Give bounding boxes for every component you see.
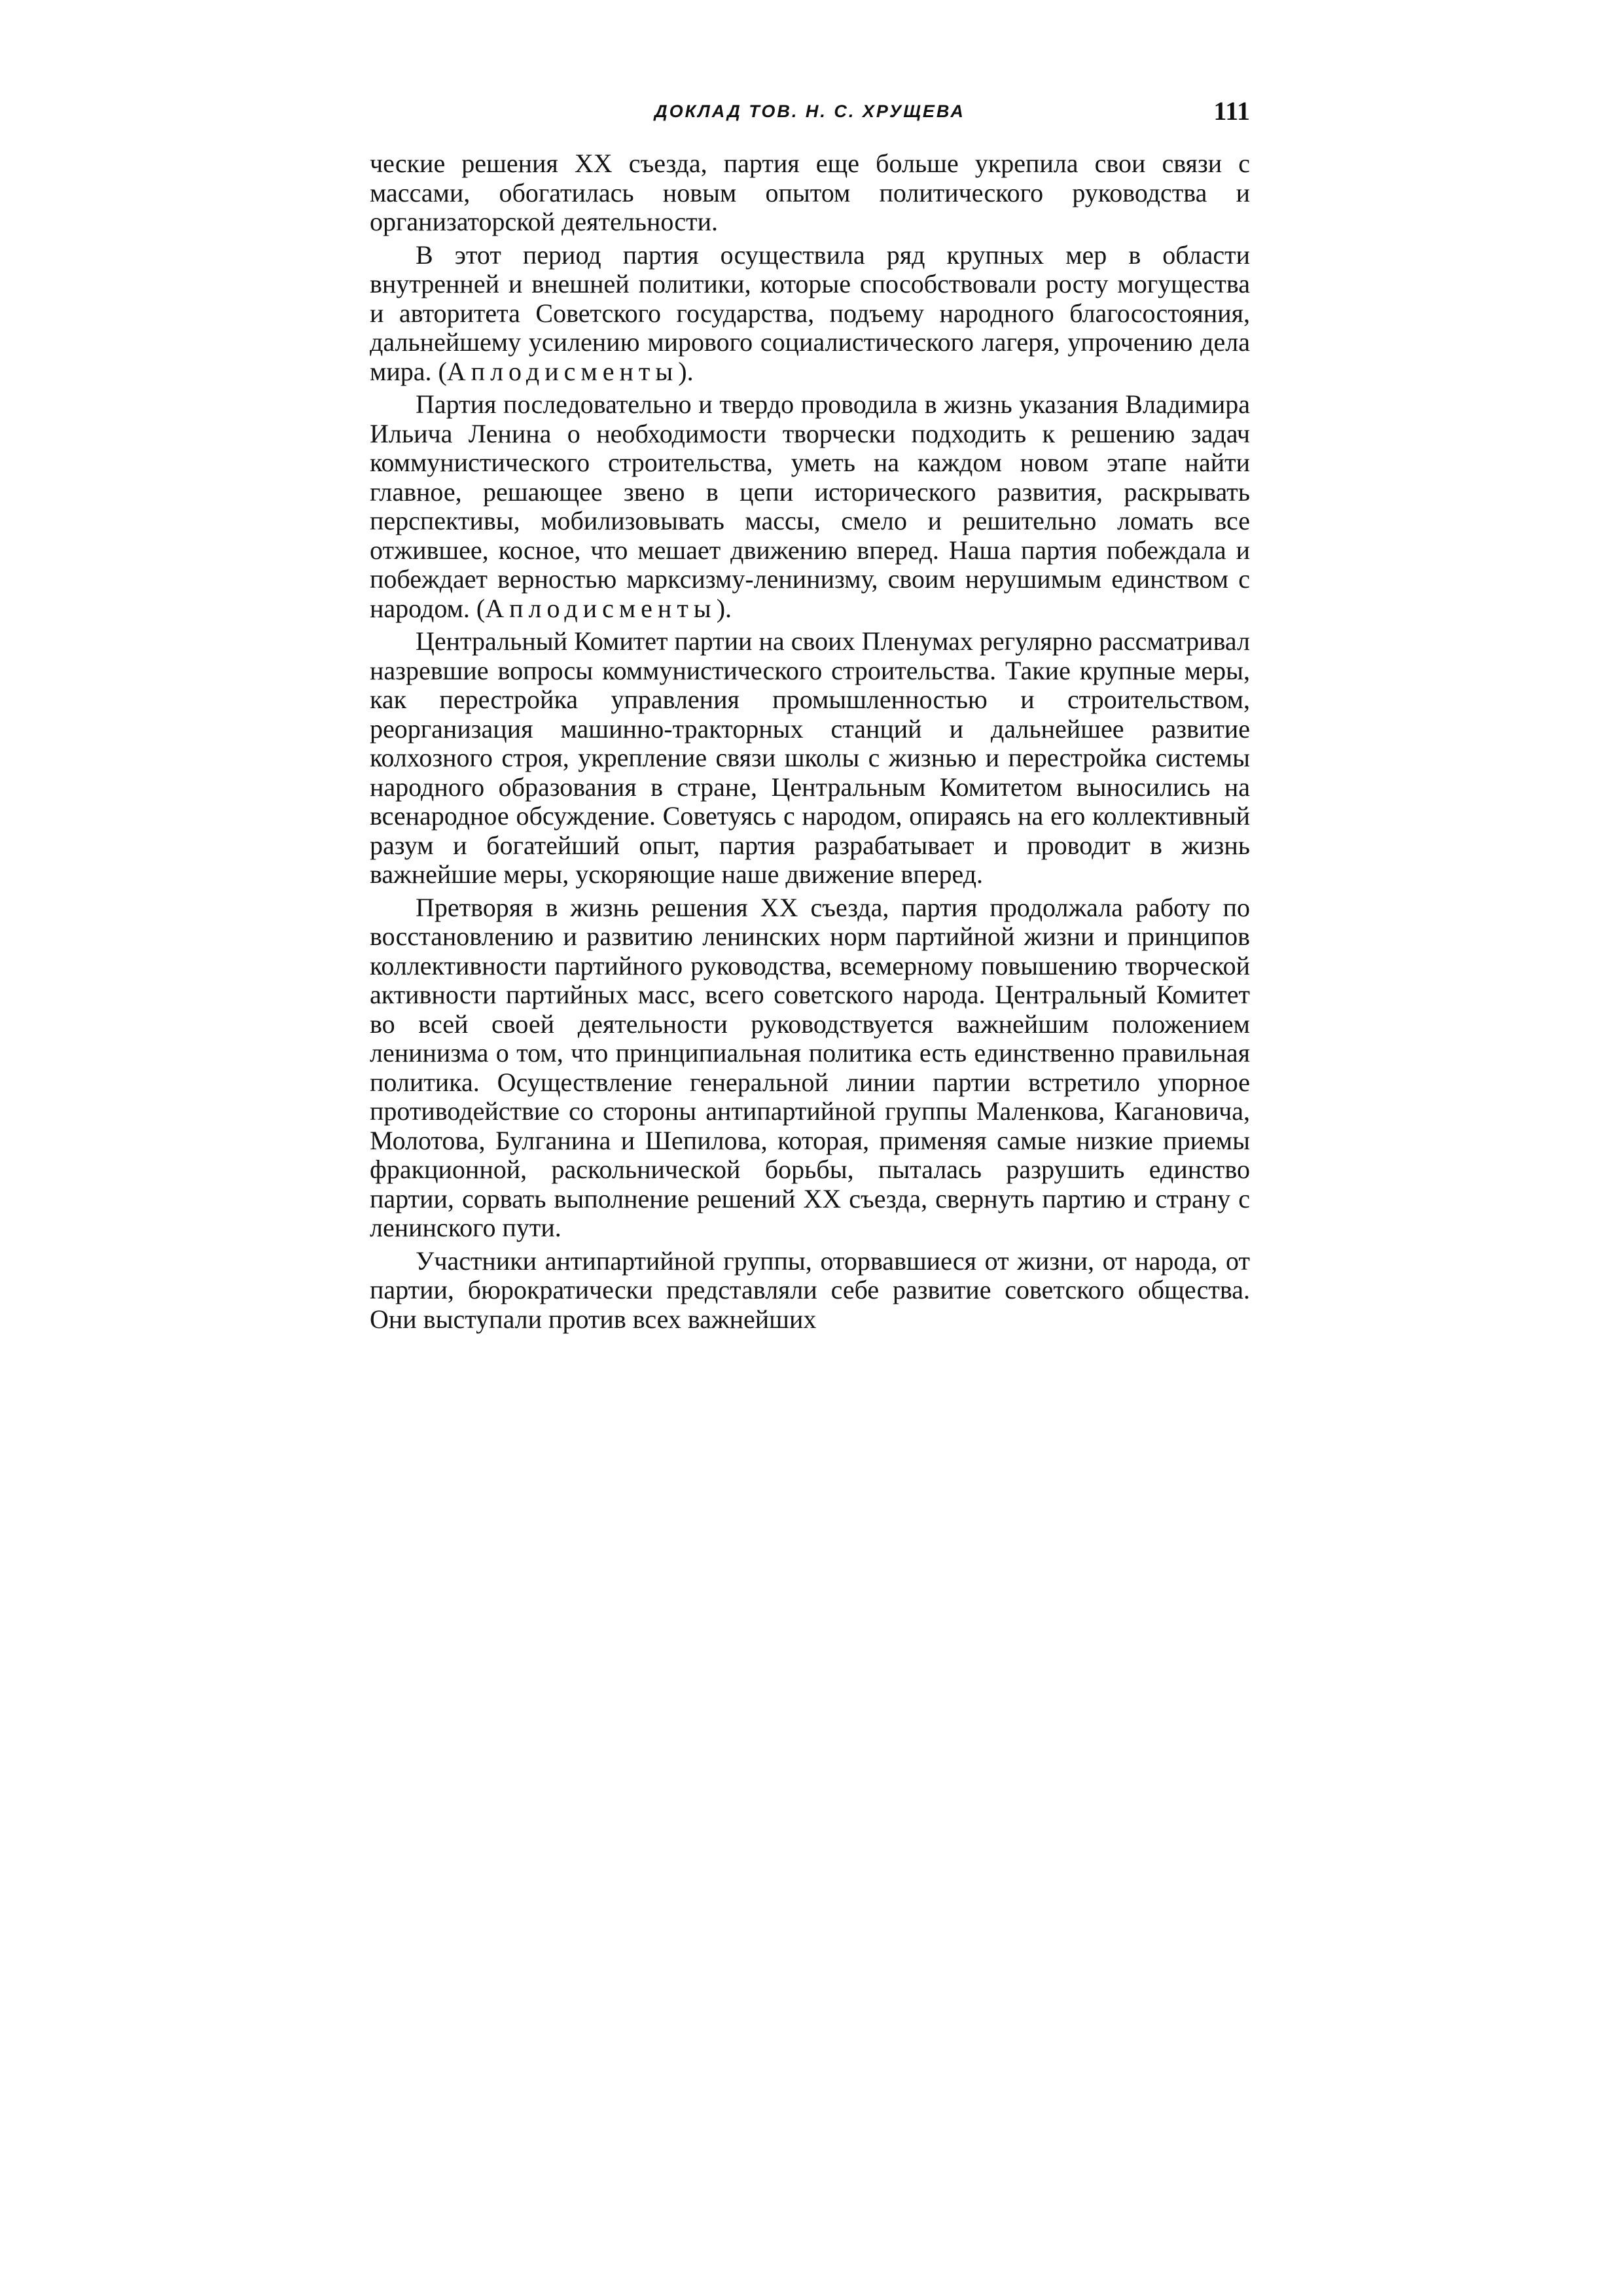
paragraph-4 [370, 627, 1250, 889]
paragraph-2-text: В этот период партия осуществила ряд крупных мер в области внутренней и внешней политики, которые способствовали росту могущества и авторитета Советского государства, подъему народного благосостояния, дальнейшему усилению мирового социалистического лагеря, упрочению дела мира. ( [370, 240, 1250, 386]
paragraph-3-text: Партия последовательно и твердо проводила в жизнь указания Владимира Ильича Ленина о необходимости творчески подходить к решению задач коммунистического строительства, уметь на каждом новом этапе найти главное, решающее звено в цепи исторического развития, раскрывать перспективы, мобилизовывать массы, смело и решительно ломать все отжившее, косное, что мешает движению вперед. Наша партия побеждала и побеждает верностью марксизму-ленинизму, своим нерушимым единством с народом. ( [370, 389, 1250, 623]
applause-remark: Аплодисменты [446, 356, 679, 386]
paragraph-5-text: Претворяя в жизнь решения XX съезда, партия продолжала работу по восстановлению и развитию ленинских норм партийной жизни и принципов коллективности партийного руководства, всемерному повышению творческой активности партийных масс, всего советского народа. Центральный Комитет во всей своей деятельности руководствуется важнейшим положением ленинизма о том, что принципиальная политика есть единственно правильная политика. Осуществление генеральной линии партии встретило упорное противодействие со стороны антипартийной группы Маленкова, Кагановича, Молотова, Булганина и Шепилова, которая, применяя самые низкие приемы фракционной, раскольнической борьбы, пыталась разрушить единство партии, сорвать выполнение решений XX съезда, свернуть партию и страну с ленинского пути. [370, 892, 1250, 1242]
paragraph-6 [370, 1247, 1250, 1335]
paragraph-6-text: Участники антипартийной группы, оторвавшиеся от жизни, от народа, от партии, бюрократически представляли себе развитие советского общества. Они выступали против всех важнейших [370, 1246, 1250, 1334]
paragraph-5 [370, 893, 1250, 1243]
paragraph-4-text: Центральный Комитет партии на своих Пленумах регулярно рассматривал назревшие вопросы коммунистического строительства. Такие крупные меры, как перестройка управления промышленностью и строительством, реорганизация машинно-тракторных станций и дальнейшее развитие колхозного строя, укрепление связи школы с жизнью и перестройка системы народного образования в стране, Центральным Комитетом выносились на всенародное обсуждение. Советуясь с народом, опираясь на его коллективный разум и богатейший опыт, партия разрабатывает и проводит в жизнь важнейшие меры, ускоряющие наше движение вперед. [370, 626, 1250, 889]
paragraph-1-text: ческие решения XX съезда, партия еще больше укрепила свои связи с массами, обогатилась новым опытом политического руководства и организаторской деятельности. [370, 149, 1250, 236]
paragraph-2 [370, 241, 1250, 387]
page-header [370, 98, 1250, 137]
running-title: ДОКЛАД ТОВ. Н. С. ХРУЩЕВА [654, 101, 965, 121]
page-number: 111 [1213, 96, 1250, 126]
paragraph-2-closing: ). [678, 356, 694, 386]
applause-remark: Аплодисменты [485, 593, 717, 623]
paragraph-3-closing: ). [716, 593, 732, 623]
paragraph-1 [370, 149, 1250, 237]
text-column [370, 149, 1250, 1338]
paragraph-3 [370, 390, 1250, 623]
